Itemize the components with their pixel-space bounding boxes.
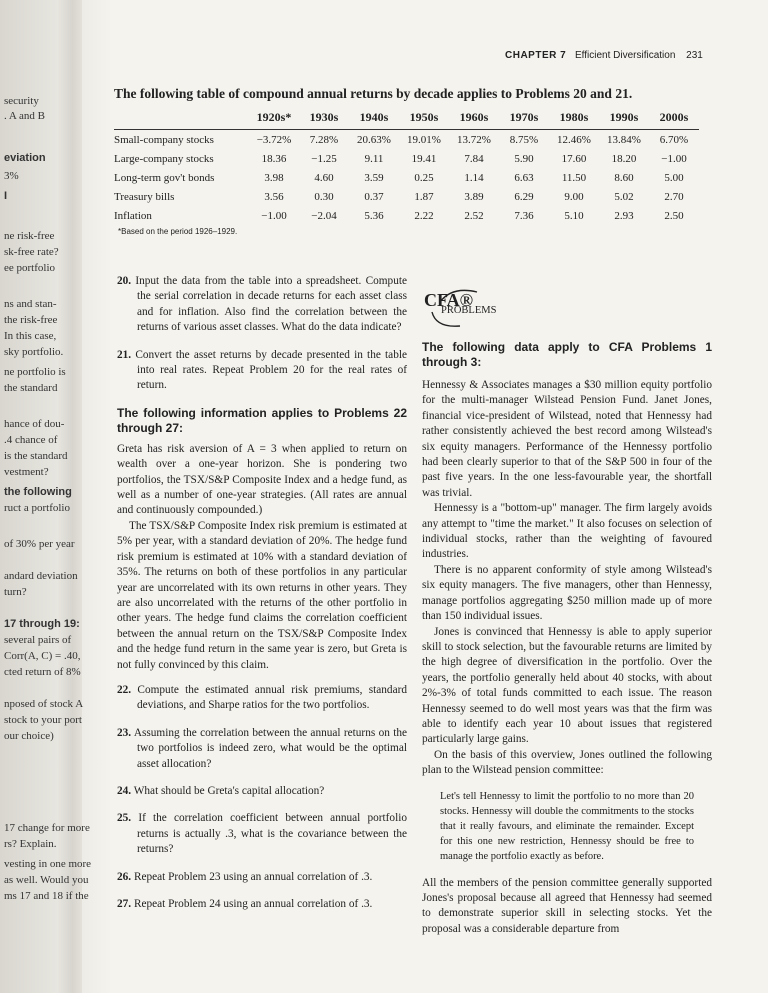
facing-page-snippet: ee portfolio xyxy=(4,262,56,274)
right-column xyxy=(422,336,712,937)
table-cell: 2.70 xyxy=(664,190,684,203)
facing-page-snippet: as well. Would you xyxy=(4,874,89,886)
table-cell: 5.00 xyxy=(664,171,684,184)
facing-page-snippet: the risk-free xyxy=(4,314,58,326)
column-header: 1930s xyxy=(309,110,339,124)
cfa-section-heading: The following data apply to CFA Problems 1 through 3: xyxy=(422,340,712,369)
facing-page-snippet: vestment? xyxy=(4,466,49,478)
hennessy-paragraph-5: On the basis of this overview, Jones outlined the following plan to the Wilstead pension committee: xyxy=(422,748,712,777)
table-cell: 11.50 xyxy=(561,171,587,184)
problem-20: 20. Input the data from the table into a spreadsheet. Compute the serial correlation in decade returns for each asset class and for inflation. Also find the correlation between the returns of various asset classes. What do the data indicate? xyxy=(117,275,407,334)
facing-page-snippet: ruct a portfolio xyxy=(4,502,70,514)
facing-page-snippet: nposed of stock A xyxy=(4,698,84,710)
table-row xyxy=(114,206,699,225)
greta-paragraph-2: The TSX/S&P Composite Index risk premium is estimated at 5% per year, with a standard deviation of 20%. The hedge fund risk premium is estimated at 10% with a standard deviation of 35%. The returns on both of these portfolios in any particular year are uncorrelated with its own returns in other years. They are also uncorrelated with the returns of the other portfolio in other years. The hedge fund claims the correlation coefficient between the annual return on the TSX/S&P Composite Index and the hedge fund return in the same year is zero, but Greta is not fully convinced by this claim. xyxy=(117,519,407,671)
table-cell: 6.63 xyxy=(514,171,534,184)
facing-page-snippet: vesting in one more xyxy=(4,858,92,870)
facing-page-snippet: of 30% per year xyxy=(4,538,75,550)
column-header: 1970s xyxy=(509,110,539,124)
table-row xyxy=(114,168,699,187)
column-header: 1960s xyxy=(459,110,489,124)
row-label: Inflation xyxy=(114,209,152,222)
table-cell: 3.56 xyxy=(264,190,284,203)
facing-page-snippet: hance of dou- xyxy=(4,418,65,430)
facing-page-snippet: sk-free rate? xyxy=(4,246,59,258)
page-number: 231 xyxy=(686,50,703,61)
table-cell: 5.36 xyxy=(364,209,384,222)
facing-page-snippet: the following xyxy=(4,486,72,498)
facing-page-snippet: several pairs of xyxy=(4,634,72,646)
table-cell: 7.84 xyxy=(464,152,484,165)
section-title: Efficient Diversification xyxy=(574,50,676,61)
facing-page-snippet: Corr(A, C) = .40, xyxy=(4,650,81,662)
table-cell: 13.84% xyxy=(607,133,641,146)
row-label: Large-company stocks xyxy=(114,152,214,165)
table-cell: −1.25 xyxy=(311,152,337,165)
table-row xyxy=(114,187,699,206)
table-row xyxy=(114,149,699,168)
table-cell: 8.75% xyxy=(509,133,539,146)
table-cell: 19.01% xyxy=(407,133,441,146)
jones-quote: Let's tell Hennessy to limit the portfolio to no more than 20 stocks. Hennessy will double the commitments to the stocks that it really favours, and eliminate the remainder. Except for this one new restriction, Hennessy should be free to manage the portfolio exactly as before. xyxy=(440,790,694,862)
table-cell: 0.37 xyxy=(364,190,384,203)
table-cell: 6.29 xyxy=(514,190,534,203)
table-cell: 13.72% xyxy=(457,133,491,146)
column-header: 1980s xyxy=(559,110,589,124)
facing-page-snippet: cted return of 8% xyxy=(4,666,81,678)
table-cell: 3.59 xyxy=(364,171,384,184)
facing-page-snippet: andard deviation xyxy=(4,570,78,582)
table-cell: 2.93 xyxy=(614,209,634,222)
table-cell: 5.90 xyxy=(514,152,534,165)
problem-23: 23. Assuming the correlation between the annual returns on the two portfolios is indeed zero, what would be the optimal asset allocation? xyxy=(117,726,407,770)
table-cell: 5.02 xyxy=(614,190,634,203)
table-cell: −1.00 xyxy=(261,209,287,222)
facing-page-snippet: In this case, xyxy=(4,330,57,342)
greta-paragraph-1: Greta has risk aversion of A = 3 when applied to return on wealth over a one-year horizon. She is pondering two portfolios, the TSX/S&P Composite Index and a hedge fund, as well as a number of one-year strategies. (All rates are annual and continuously compounded.) xyxy=(117,442,407,517)
facing-page-snippet: ne risk-free xyxy=(4,230,55,242)
table-header-row xyxy=(114,106,699,130)
table-cell: −3.72% xyxy=(256,133,292,146)
table-cell: 8.60 xyxy=(614,171,634,184)
table-cell: 5.10 xyxy=(564,209,584,222)
row-label: Treasury bills xyxy=(114,190,175,203)
left-column xyxy=(117,274,407,924)
facing-page-snippet: our choice) xyxy=(4,730,54,742)
column-header: 1950s xyxy=(409,110,439,124)
hennessy-paragraph-4: Jones is convinced that Hennessy is able to apply superior skill to stock selection, but the favourable returns are limited by the high degree of diversification in the portfolio. Over the years, the portfolio generally held about 40 stocks, with about 2%-3% of total funds committed to each issue. The reason Hennessy seemed to do well most years was that the firm was able to identify each year 10 about issues that registered particularly large gains. xyxy=(422,625,712,746)
table-cell: 17.60 xyxy=(561,152,587,165)
facing-page-snippet: stock to your port xyxy=(4,714,82,726)
facing-page-snippet: ms 17 and 18 if the xyxy=(4,890,89,902)
column-header: 2000s xyxy=(659,110,689,124)
facing-page-snippet: turn? xyxy=(4,586,27,598)
table-cell: −1.00 xyxy=(661,152,687,165)
table-body xyxy=(114,130,699,226)
running-header xyxy=(505,50,703,61)
table-cell: 1.14 xyxy=(464,171,484,184)
table-footnote: *Based on the period 1926–1929. xyxy=(118,227,238,236)
column-header: 1920s* xyxy=(256,110,292,124)
cfa-problems-label: PROBLEMS xyxy=(441,305,497,316)
row-label: Long-term gov't bonds xyxy=(114,171,215,184)
table-cell: 6.70% xyxy=(659,133,689,146)
table-cell: 3.89 xyxy=(464,190,484,203)
facing-page-snippet: sky portfolio. xyxy=(4,346,64,358)
table-cell: 2.52 xyxy=(464,209,484,222)
table-header-blank xyxy=(114,106,249,130)
table-cell: 7.28% xyxy=(309,133,339,146)
table-cell: 2.22 xyxy=(414,209,434,222)
problem-26: 26. Repeat Problem 23 using an annual correlation of .3. xyxy=(117,870,373,883)
table-cell: 19.41 xyxy=(411,152,437,165)
facing-page-snippet: I xyxy=(4,190,8,202)
table-cell: 18.36 xyxy=(261,152,287,165)
problem-24: 24. What should be Greta's capital allocation? xyxy=(117,784,325,797)
hennessy-paragraph-1: Hennessy & Associates manages a $30 million equity portfolio for the multi-manager Wilstead Pension Fund. Janet Jones, financial vice-president of Wilstead, noted that Hennessy had rather consistently achieved the best record among Wilstead's six equity managers. Performance of the Hennessy portfolio had been clearly superior to that of the S&P 500 in four of the past five years. In the one less-favourable year, the shortfall was trivial. xyxy=(422,379,712,499)
table-cell: 3.98 xyxy=(264,171,284,184)
section-heading-22-27: The following information applies to Problems 22 through 27: xyxy=(117,405,407,435)
problem-27: 27. Repeat Problem 24 using an annual correlation of .3. xyxy=(117,898,373,910)
chapter-label: CHAPTER 7 xyxy=(505,50,567,61)
problem-22: 22. Compute the estimated annual risk premiums, standard deviations, and Sharpe ratios for the two portfolios. xyxy=(117,683,407,712)
table-cell: −2.04 xyxy=(311,209,337,222)
hennessy-paragraph-3: There is no apparent conformity of style among Wilstead's six equity managers. The five managers, other than Hennessy, manage portfolios aggregating $250 million made up of more than 150 individual issues. xyxy=(422,563,712,623)
table-cell: 18.20 xyxy=(611,152,637,165)
hennessy-paragraph-2: Hennessy is a "bottom-up" manager. The firm largely avoids any attempt to "time the market." It also focuses on selection of individual stocks, rather than the weighting of favoured industries. xyxy=(422,502,712,561)
column-header: 1940s xyxy=(359,110,389,124)
facing-page-snippet: 17 through 19: xyxy=(4,618,80,630)
cfa-logo-text: CFA® xyxy=(424,290,474,310)
table-cell: 1.87 xyxy=(414,190,434,203)
hennessy-paragraph-6: All the members of the pension committee generally supported Jones's proposal because all agreed that Hennessy had seemed to demonstrate superior skill in selecting stocks. Yet the proposal was a considerable departure from xyxy=(422,876,712,935)
column-header: 1990s xyxy=(609,110,639,124)
facing-page-snippet: rs? Explain. xyxy=(4,838,57,850)
table-cell: 4.60 xyxy=(314,171,334,184)
facing-page-snippet: security xyxy=(4,95,39,107)
problem-25: 25. If the correlation coefficient between annual portfolio returns is actually .3, what is the covariance between the returns? xyxy=(117,812,407,856)
returns-table xyxy=(114,106,699,225)
facing-page-snippet: 17 change for more xyxy=(4,822,90,834)
facing-page-snippet: the standard xyxy=(4,382,58,394)
facing-page-snippet: eviation xyxy=(4,152,46,164)
table-cell: 9.11 xyxy=(364,152,384,165)
facing-page-snippet: ns and stan- xyxy=(4,298,57,310)
table-cell: 7.36 xyxy=(514,209,534,222)
table-title: The following table of compound annual returns by decade applies to Problems 20 and 21. xyxy=(114,86,633,101)
facing-page-snippet: . A and B xyxy=(4,110,45,122)
facing-page-snippet: ne portfolio is xyxy=(4,366,66,378)
row-label: Small-company stocks xyxy=(114,133,214,146)
table-cell: 9.00 xyxy=(564,190,584,203)
table-cell: 0.30 xyxy=(314,190,334,203)
table-cell: 0.25 xyxy=(414,171,434,184)
facing-page-snippet: .4 chance of xyxy=(4,434,58,446)
table-row xyxy=(114,130,699,150)
facing-page-snippet: 3% xyxy=(4,170,19,182)
facing-page-snippet: is the standard xyxy=(4,450,68,462)
table-cell: 2.50 xyxy=(664,209,684,222)
table-cell: 12.46% xyxy=(557,133,591,146)
table-cell: 20.63% xyxy=(357,133,391,146)
problem-21: 21. Convert the asset returns by decade presented in the table into real rates. Repeat Problem 20 for the real rates of return. xyxy=(117,348,407,392)
